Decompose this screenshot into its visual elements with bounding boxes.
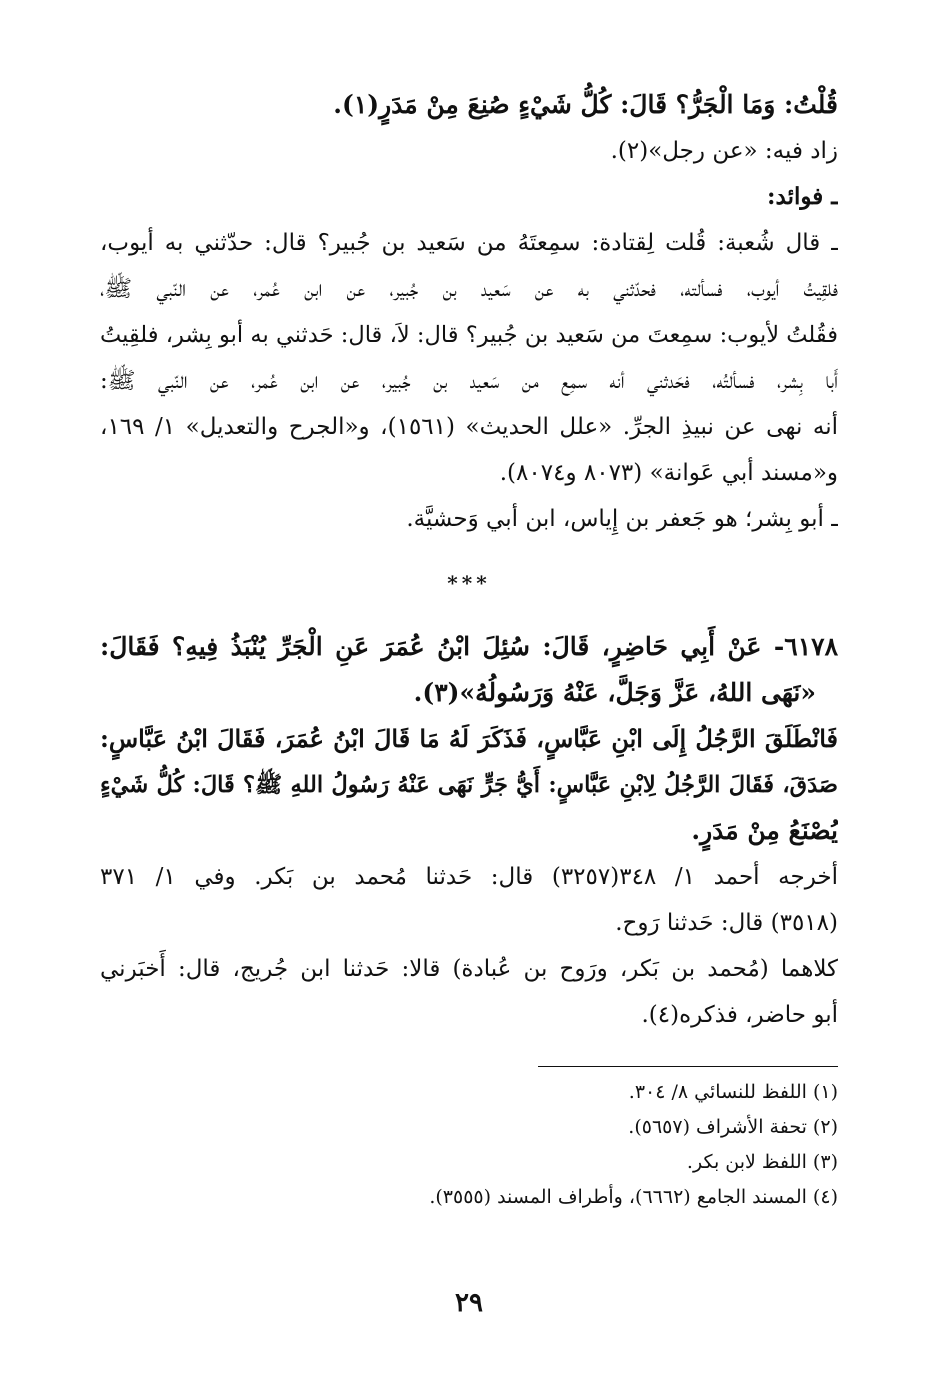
separator-stars: *** <box>447 571 491 595</box>
text-line: فقُلتُ لأيوب: سمِعتَ من سَعيد بن جُبير؟ قال: لاَ، قال: حَدثني به أبو بِشر، فلقِيتُ <box>100 322 838 348</box>
text-line: زاد فيه: «عن رجل»(٢). <box>610 138 838 164</box>
footnote-divider <box>538 1066 838 1067</box>
takhrij-line: كلاهما (مُحمد بن بَكر، ورَوح بن عُبادة) قالا: حَدثنا ابن جُريج، قال: أَخبَرني <box>100 956 838 982</box>
main-text <box>100 82 838 1038</box>
text-line: ـ قال شُعبة: قُلت لِقتادة: سمِعتَهُ من سَعيد بن جُبير؟ قال: حدّثني به أيوب، <box>100 230 838 256</box>
text-line: أَبا بِشر، فسألتُه، فحَدثني أنه سمِع من سَعيد بن جُبير، عن ابن عُمر، عن النّبي ﷺ: <box>100 368 838 394</box>
text-line: فلقِيتُ أيوب، فسألته، فحدّثني به عن سَعيد بن جُبير، عن ابن عُمر، عن النّبي ﷺ، <box>100 276 838 302</box>
footnote: (٣) اللفظ لابن بكر. <box>686 1151 838 1173</box>
text-line: ـ أبو بِشر؛ هو جَعفر بن إِياس، ابن أبي وَحشيَّة. <box>406 506 838 532</box>
footnote: (٤) المسند الجامع (٦٦٦٢)، وأطراف المسند (٣٥٥٥). <box>429 1186 838 1208</box>
takhrij-line: (٣٥١٨) قال: حَدثنا رَوح. <box>615 910 838 936</box>
takhrij-line: أخرجه أحمد ١/ ٣٤٨(٣٢٥٧) قال: حَدثنا مُحمد بن بَكر. وفي ١/ ٣٧١ <box>100 864 838 890</box>
takhrij-line: أبو حاضر، فذكره(٤). <box>641 1002 838 1028</box>
section-heading: ـ فوائد: <box>767 183 838 210</box>
hadith-line: «نَهَى اللهُ، عَزَّ وَجَلَّ، عَنْهُ وَرَسُولُهُ»(٣). <box>413 678 816 707</box>
text-line: قُلْتُ: وَمَا الْجَرُّ؟ قَالَ: كُلُّ شَيْءٍ صُنِعَ مِنْ مَدَرٍ(١). <box>333 90 838 119</box>
hadith-line: ٦١٧٨- عَنْ أَبِي حَاضِرٍ، قَالَ: سُئِلَ ابْنُ عُمَرَ عَنِ الْجَرِّ يُنْبَذُ فِيهِ؟ فَقَالَ: <box>100 632 838 661</box>
footnote: (٢) تحفة الأشراف (٥٦٥٧). <box>628 1116 838 1138</box>
text-line: أنه نهى عن نبيذِ الجرِّ. «علل الحديث» (١٥٦١)، و«الجرح والتعديل» ١/ ١٦٩، <box>100 414 838 440</box>
footnotes <box>100 1075 838 1215</box>
text-line: و«مسند أبي عَوانة» (٨٠٧٣ و٨٠٧٤). <box>499 460 838 486</box>
page-number: ٢٩ <box>455 1288 483 1318</box>
hadith-line: صَدَقَ، فَقَالَ الرَّجُلُ لِابْنِ عَبَّاسٍ: أَيُّ جَرٍّ نَهَى عَنْهُ رَسُولُ اللهِ ﷺ؟ قَالَ: كُلُّ شَيْءٍ <box>100 772 838 798</box>
footnote: (١) اللفظ للنسائي ٨/ ٣٠٤. <box>628 1081 838 1103</box>
hadith-line: فَانْطَلَقَ الرَّجُلُ إِلَى ابْنِ عَبَّاسٍ، فَذَكَرَ لَهُ مَا قَالَ ابْنُ عُمَرَ، فَقَالَ ابْنُ عَبَّاسٍ: <box>100 724 838 753</box>
hadith-line: يُصْنَعُ مِنْ مَدَرٍ. <box>691 816 838 845</box>
